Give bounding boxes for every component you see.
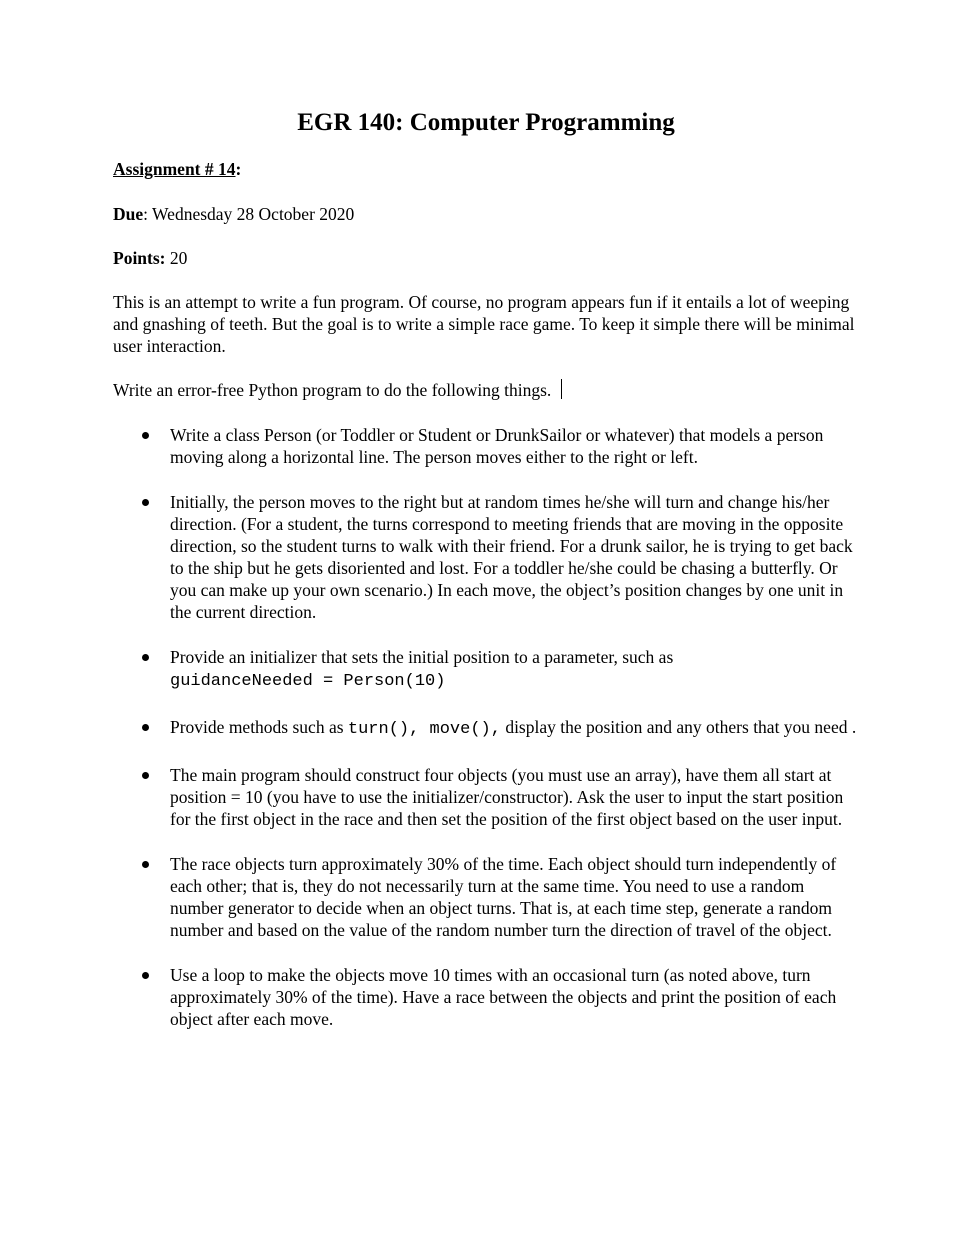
page-title: EGR 140: Computer Programming [297,109,675,136]
points-line [113,247,187,269]
assignment-colon: : [235,159,242,179]
list-item [113,764,859,830]
list-item [113,964,859,1030]
code-snippet: turn(), move(), [347,720,501,739]
due-label: Due [113,204,144,224]
list-item [113,853,859,941]
bullet-icon [142,972,149,979]
intro-paragraph: This is an attempt to write a fun program. Of course, no program appears fun if it entails a lot of weeping and gnashing of teeth. But the goal is to write a simple race game. To keep it simple there will be minimal user interaction. [113,292,855,356]
list-item-text: Write a class Person (or Toddler or Student or DrunkSailor or whatever) that models a person moving along a horizontal line. The person moves either to the right or left. [170,425,824,467]
list-item-text: The main program should construct four objects (you must use an array), have them all start at position = 10 (you have to use the initializer/constructor). Ask the user to input the start position for the first object in the race and then set the position of the first object based on the user input. [170,765,844,829]
due-line [113,203,354,225]
list-item-text: display the position and any others that you need . [500,717,857,737]
bullet-icon [142,724,149,731]
list-item-text: Provide methods such as [170,717,348,737]
instructions-line[interactable] [113,379,562,401]
list-item-text: Initially, the person moves to the right but at random times he/she will turn and change his/her direction. (For a student, the turns correspond to meeting friends that are moving in the opposite direction, so the student turns to walk with their friend. For a drunk sailor, he is trying to get back to the ship but he gets disoriented and lost. For a toddler he/she could be chasing a butterfly. Or you can make up your own scenario.) In each move, the object’s position changes by one unit in the current direction. [170,492,853,622]
list-item-text: Use a loop to make the objects move 10 times with an occasional turn (as noted above, turn approximately 30% of the time). Have a race between the objects and print the position of each object after each move. [170,965,837,1029]
points-value: 20 [165,248,188,268]
code-snippet: guidanceNeeded = Person(10) [170,672,446,691]
assignment-line [113,158,241,180]
bullet-icon [142,432,149,439]
requirements-list [113,424,859,1053]
list-item [113,491,859,623]
list-item-text: Provide an initializer that sets the initial position to a parameter, such as [170,647,674,667]
due-value: : Wednesday 28 October 2020 [143,204,355,224]
text-cursor [561,379,562,399]
bullet-icon [142,499,149,506]
points-label: Points: [113,248,166,268]
list-item-text: The race objects turn approximately 30% of the time. Each object should turn independently of each other; that is, they do not necessarily turn at the same time. You need to use a random number generator to decide when an object turns. That is, at each time step, generate a random number and based on the value of the random number turn the direction of travel of the object. [170,854,837,940]
bullet-icon [142,654,149,661]
list-item [113,646,859,693]
bullet-icon [142,772,149,779]
instructions-text: Write an error-free Python program to do the following things. [113,380,552,400]
bullet-icon [142,861,149,868]
list-item [113,424,859,468]
assignment-label: Assignment # 14 [113,159,236,179]
list-item [113,716,859,741]
